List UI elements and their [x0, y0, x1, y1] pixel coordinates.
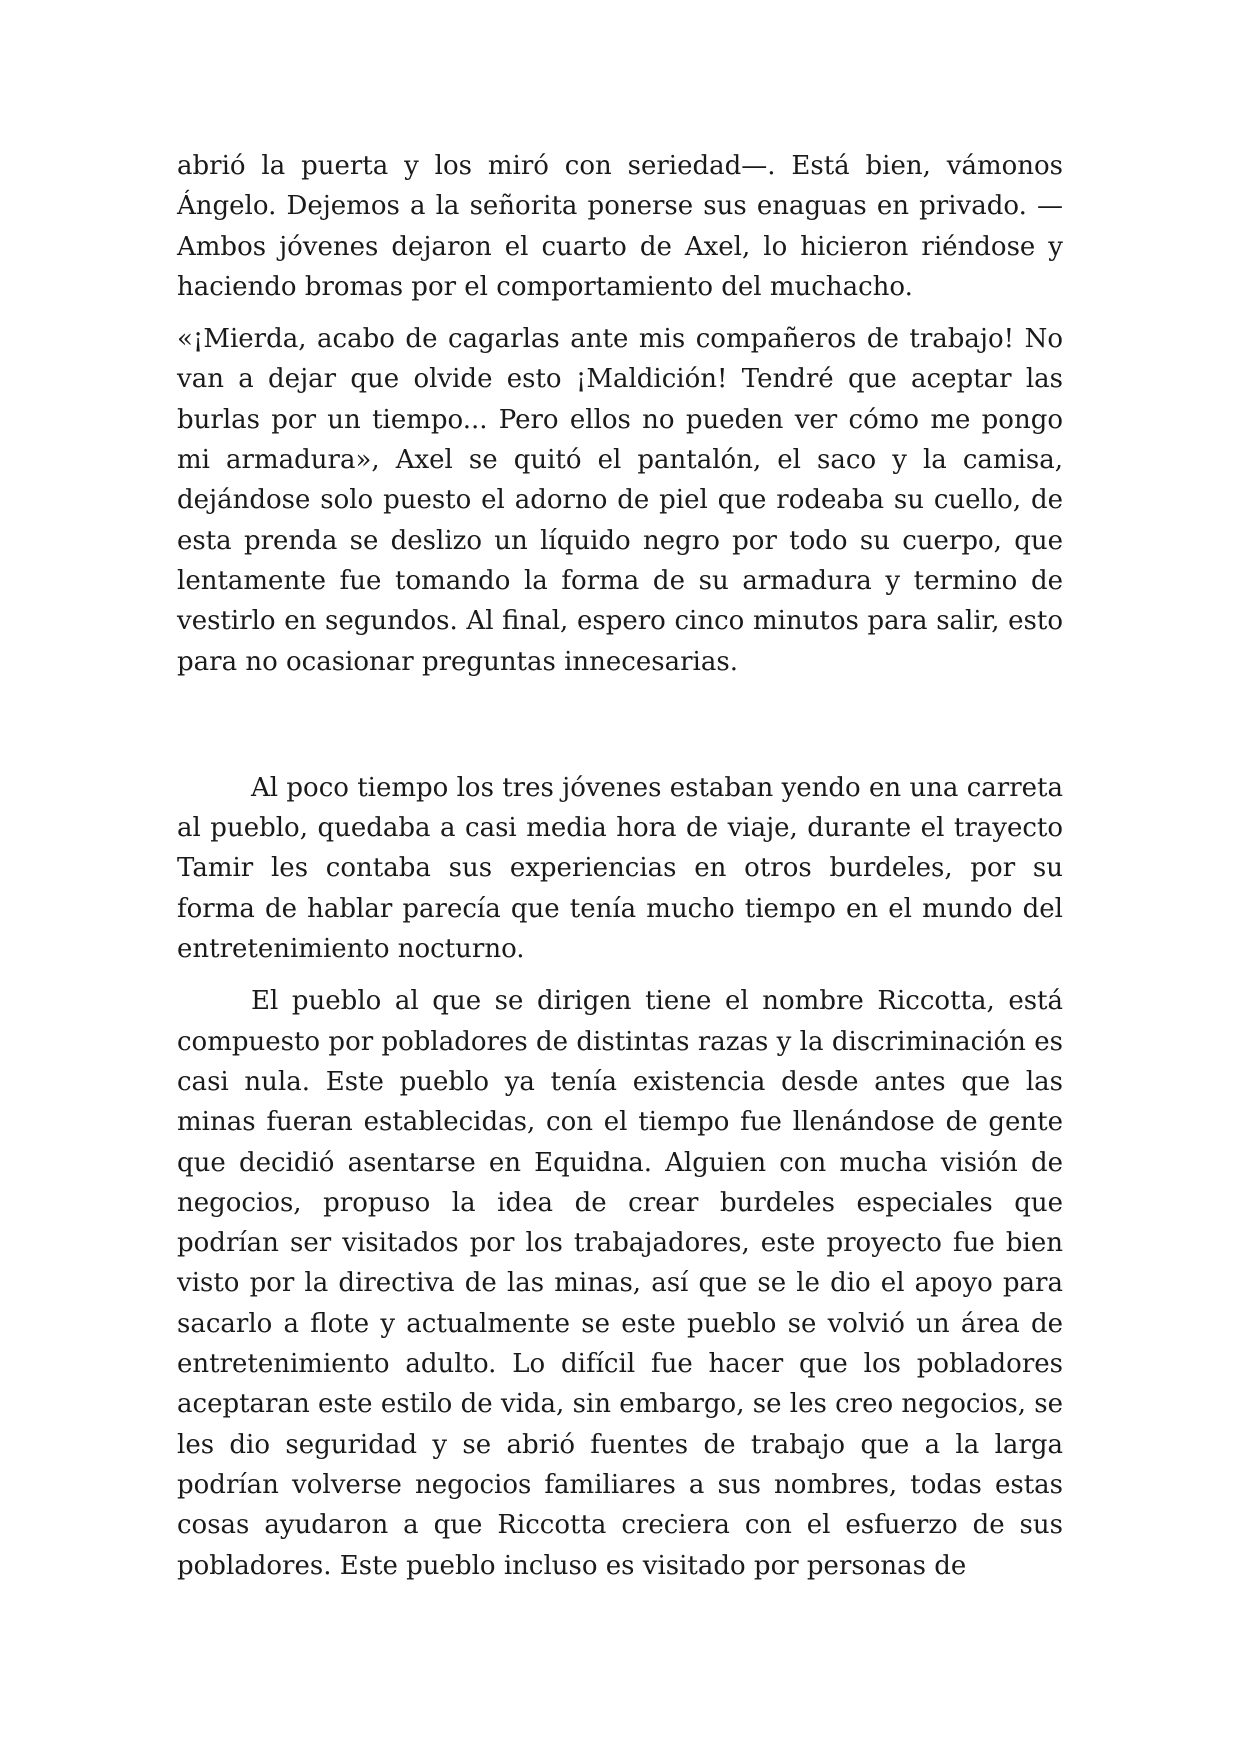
paragraph-dialogue-end: abrió la puerta y los miró con seriedad—. Está bien, vámonos Ángelo. Dejemos a la señorita ponerse sus enaguas en privado. —Ambos jóvenes dejaron el cuarto de Axel, lo hicieron riéndose y haciendo bromas por el comportamiento del muchacho.: [177, 151, 1063, 302]
paragraph-riccotta-description: El pueblo al que se dirigen tiene el nombre Riccotta, está compuesto por pobladores de distintas razas y la discriminación es casi nula. Este pueblo ya tenía existencia desde antes que las minas fueran establecidas, con el tiempo fue llenándose de gente que decidió asentarse en Equidna. Alguien con mucha visión de negocios, propuso la idea de crear burdeles especiales que podrían ser visitados por los trabajadores, este proyecto fue bien visto por la directiva de las minas, así que se le dio el apoyo para sacarlo a flote y actualmente se este pueblo se volvió un área de entretenimiento adulto. Lo difícil fue hacer que los pobladores aceptaran este estilo de vida, sin embargo, se les creo negocios, se les dio seguridad y se abrió fuentes de trabajo que a la larga podrían volverse negocios familiares a sus nombres, todas estas cosas ayudaron a que Riccotta creciera con el esfuerzo de sus pobladores. Este pueblo incluso es visitado por personas de: [177, 986, 1063, 1581]
body-text: [177, 146, 1063, 1598]
paragraph-axel-thoughts: «¡Mierda, acabo de cagarlas ante mis compañeros de trabajo! No van a dejar que olvide esto ¡Maldición! Tendré que aceptar las burlas por un tiempo... Pero ellos no pueden ver cómo me pongo mi armadura», Axel se quitó el pantalón, el saco y la camisa, dejándose solo puesto el adorno de piel que rodeaba su cuello, de esta prenda se deslizo un líquido negro por todo su cuerpo, que lentamente fue tomando la forma de su armadura y termino de vestirlo en segundos. Al final, espero cinco minutos para salir, esto para no ocasionar preguntas innecesarias.: [177, 324, 1063, 677]
paragraph-carriage-trip: Al poco tiempo los tres jóvenes estaban yendo en una carreta al pueblo, quedaba a casi media hora de viaje, durante el trayecto Tamir les contaba sus experiencias en otros burdeles, por su forma de hablar parecía que tenía mucho tiempo en el mundo del entretenimiento nocturno.: [177, 772, 1063, 965]
scene-break: [177, 694, 1063, 768]
